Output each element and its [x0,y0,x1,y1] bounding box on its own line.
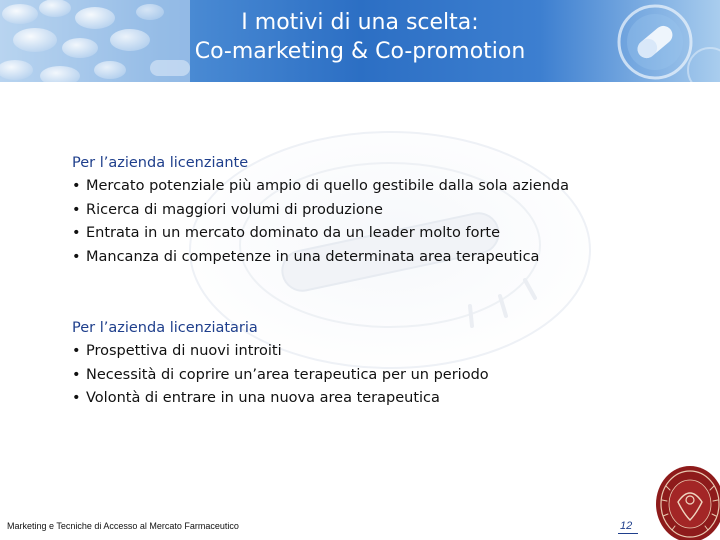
list-item [72,387,672,411]
bullet-icon: • [72,343,81,359]
slide-header [0,0,720,82]
section-licenziataria [72,316,672,411]
bullet-icon: • [72,390,81,406]
list-item [72,175,672,199]
list-item-text: Mancanza di competenze in una determinata area terapeutica [86,248,540,265]
list-item [72,246,672,270]
university-seal-icon [652,462,720,540]
list-item [72,222,672,246]
slide-title-line1: I motivi di una scelta: [241,10,479,35]
list-item-text: Volontà di entrare in una nuova area terapeutica [86,390,440,406]
bullet-icon: • [72,225,81,241]
bullet-icon: • [72,201,81,218]
section-licenziante [72,151,672,269]
section-spacer [72,269,672,316]
list-item [72,199,672,223]
slide-body [72,151,672,411]
slide-title-line2: Co-marketing & Co-promotion [194,39,526,64]
page-number: 12 [620,520,633,532]
bullet-icon: • [72,178,81,194]
bullet-icon: • [72,366,81,383]
list-item-text: Prospettiva di nuovi introiti [86,343,282,359]
page-number-underline [618,533,638,534]
list-item [72,340,672,364]
list-item-text: Entrata in un mercato dominato da un leader molto forte [86,225,501,241]
slide-title [0,8,720,66]
list-item [72,364,672,388]
list-item-text: Necessità di coprire un’area terapeutica per un periodo [86,366,489,383]
bullet-icon: • [72,248,81,265]
section-heading: Per l’azienda licenziataria [72,320,258,336]
list-item-text: Ricerca di maggiori volumi di produzione [86,201,383,218]
section-heading: Per l’azienda licenziante [72,155,249,171]
footer-text: Marketing e Tecniche di Accesso al Mercato Farmaceutico [7,521,239,531]
list-item-text: Mercato potenziale più ampio di quello gestibile dalla sola azienda [86,178,570,194]
